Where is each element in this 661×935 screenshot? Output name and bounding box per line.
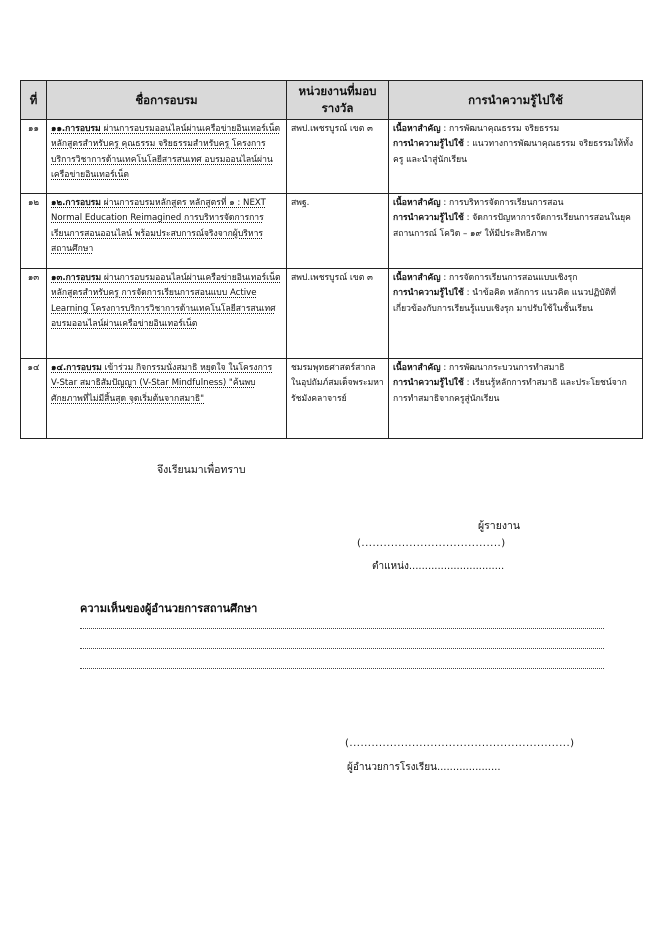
course-title: เข้าร่วม กิจกรรมนั่งสมาธิ หยุดใจ ในโครงการ V-Star สมาธิสัมปัญญา (V-Star Mindfulness) "ค้นพบศักยภาพที่ไม่มีสิ้นสุด จุดเริ่มต้นจากสมาธิ" [51, 363, 273, 404]
course-cell [47, 269, 287, 359]
table-row [21, 120, 643, 194]
opinion-line [80, 668, 604, 669]
reporter-position: ตำแหน่ง.............................. [372, 561, 505, 572]
row-number: ๑๔ [21, 359, 47, 439]
course-prefix: ๑๒.การอบรม [51, 198, 101, 208]
content-text: : การพัฒนาคุณธรรม จริยธรรม [440, 124, 560, 134]
table-row [21, 194, 643, 269]
table-row [21, 359, 643, 439]
content-label: เนื้อหาสำคัญ [393, 363, 441, 373]
opinion-line [80, 648, 604, 649]
table-header-row [21, 81, 643, 120]
header-course: ชื่อการอบรม [47, 81, 287, 120]
application-cell [389, 194, 643, 269]
header-agency: หน่วยงานที่มอบรางวัล [287, 81, 389, 120]
content-label: เนื้อหาสำคัญ [393, 198, 441, 208]
opinion-line [80, 628, 604, 629]
application-cell [389, 120, 643, 194]
course-title: ผ่านการอบรมหลักสูตร หลักสูตรที่ ๑ : NEXT Normal Education Reimagined การบริหารจัดการการเรียนการสอนออนไลน์ พร้อมประสบการณ์จริงจากผู้บริหารสถานศึกษา [51, 198, 266, 255]
agency-cell: สพฐ. [287, 194, 389, 269]
director-title: ผู้อำนวยการโรงเรียน.................... [347, 762, 501, 773]
course-prefix: ๑๔.การอบรม [51, 363, 102, 373]
reporter-name-blank: (......................................) [357, 538, 506, 549]
course-title: ผ่านการอบรมออนไลน์ผ่านเครือข่ายอินเทอร์เน็ตหลักสูตรสำหรับครู การจัดการเรียนการสอนแบบ Active Learning โครงการบริการวิชาการด้านเทคโนโลยีสารสนเทศ อบรมออนไลน์ผ่านเครือข่ายอินเทอร์เน็ต [51, 273, 281, 330]
reporter-label: ผู้รายงาน [478, 520, 521, 532]
course-cell [47, 359, 287, 439]
apply-label: การนำความรู้ไปใช้ [393, 378, 464, 389]
training-report-table [20, 80, 643, 439]
content-text: : การพัฒนากระบวนการทำสมาธิ [440, 363, 565, 373]
apply-text: : เรียนรู้หลักการทำสมาธิ และประโยชน์จากการทำสมาธิจากครูสู่นักเรียน [393, 378, 627, 404]
apply-text: : นำข้อคิด หลักการ แนวคิด แนวปฏิบัติที่เกี่ยวข้องกับการเรียนรู้แบบเชิงรุก มาปรับใช้ในชั้นเรียน [393, 288, 616, 314]
apply-label: การนำความรู้ไปใช้ [393, 139, 464, 150]
content-label: เนื้อหาสำคัญ [393, 273, 441, 283]
director-opinion-heading: ความเห็นของผู้อำนวยการสถานศึกษา [80, 602, 258, 615]
course-cell [47, 120, 287, 194]
content-text: : การจัดการเรียนการสอนแบบเชิงรุก [440, 273, 578, 283]
table-row [21, 269, 643, 359]
content-text: : การบริหารจัดการเรียนการสอน [440, 198, 564, 208]
course-title: ผ่านการอบรมออนไลน์ผ่านเครือข่ายอินเทอร์เน็ตหลักสูตรสำหรับครู คุณธรรม จริยธรรมสำหรับครู โครงการบริการวิชาการด้านเทคโนโลยีสารสนเทศ อบรมออนไลน์ผ่านเครือข่ายอินเทอร์เน็ต [51, 124, 281, 181]
header-application: การนำความรู้ไปใช้ [389, 81, 643, 120]
row-number: ๑๓ [21, 269, 47, 359]
agency-cell: สพป.เพชรบูรณ์ เขต ๓ [287, 120, 389, 194]
director-name-blank: (............................................................) [345, 738, 575, 749]
content-label: เนื้อหาสำคัญ [393, 124, 441, 134]
row-number: ๑๑ [21, 120, 47, 194]
apply-text: : แนวทางการพัฒนาคุณธรรม จริยธรรมให้ทั้งครู และนำสู่นักเรียน [393, 139, 634, 165]
row-number: ๑๒ [21, 194, 47, 269]
apply-label: การนำความรู้ไปใช้ [393, 288, 464, 299]
apply-text: : จัดการปัญหาการจัดการเรียนการสอนในยุคสถานการณ์ โควิด – ๑๙ ให้มีประสิทธิภาพ [393, 213, 631, 239]
agency-cell: ชมรมพุทธศาสตร์สากลในอุปถัมภ์สมเด็จพระมหารัชมังคลาจารย์ [287, 359, 389, 439]
apply-label: การนำความรู้ไปใช้ [393, 213, 464, 224]
application-cell [389, 359, 643, 439]
course-cell [47, 194, 287, 269]
closing-line: จึงเรียนมาเพื่อทราบ [157, 464, 246, 476]
course-prefix: ๑๓.การอบรม [51, 273, 102, 283]
course-prefix: ๑๑.การอบรม [51, 124, 101, 134]
application-cell [389, 269, 643, 359]
agency-cell: สพป.เพชรบูรณ์ เขต ๓ [287, 269, 389, 359]
header-no: ที่ [21, 81, 47, 120]
